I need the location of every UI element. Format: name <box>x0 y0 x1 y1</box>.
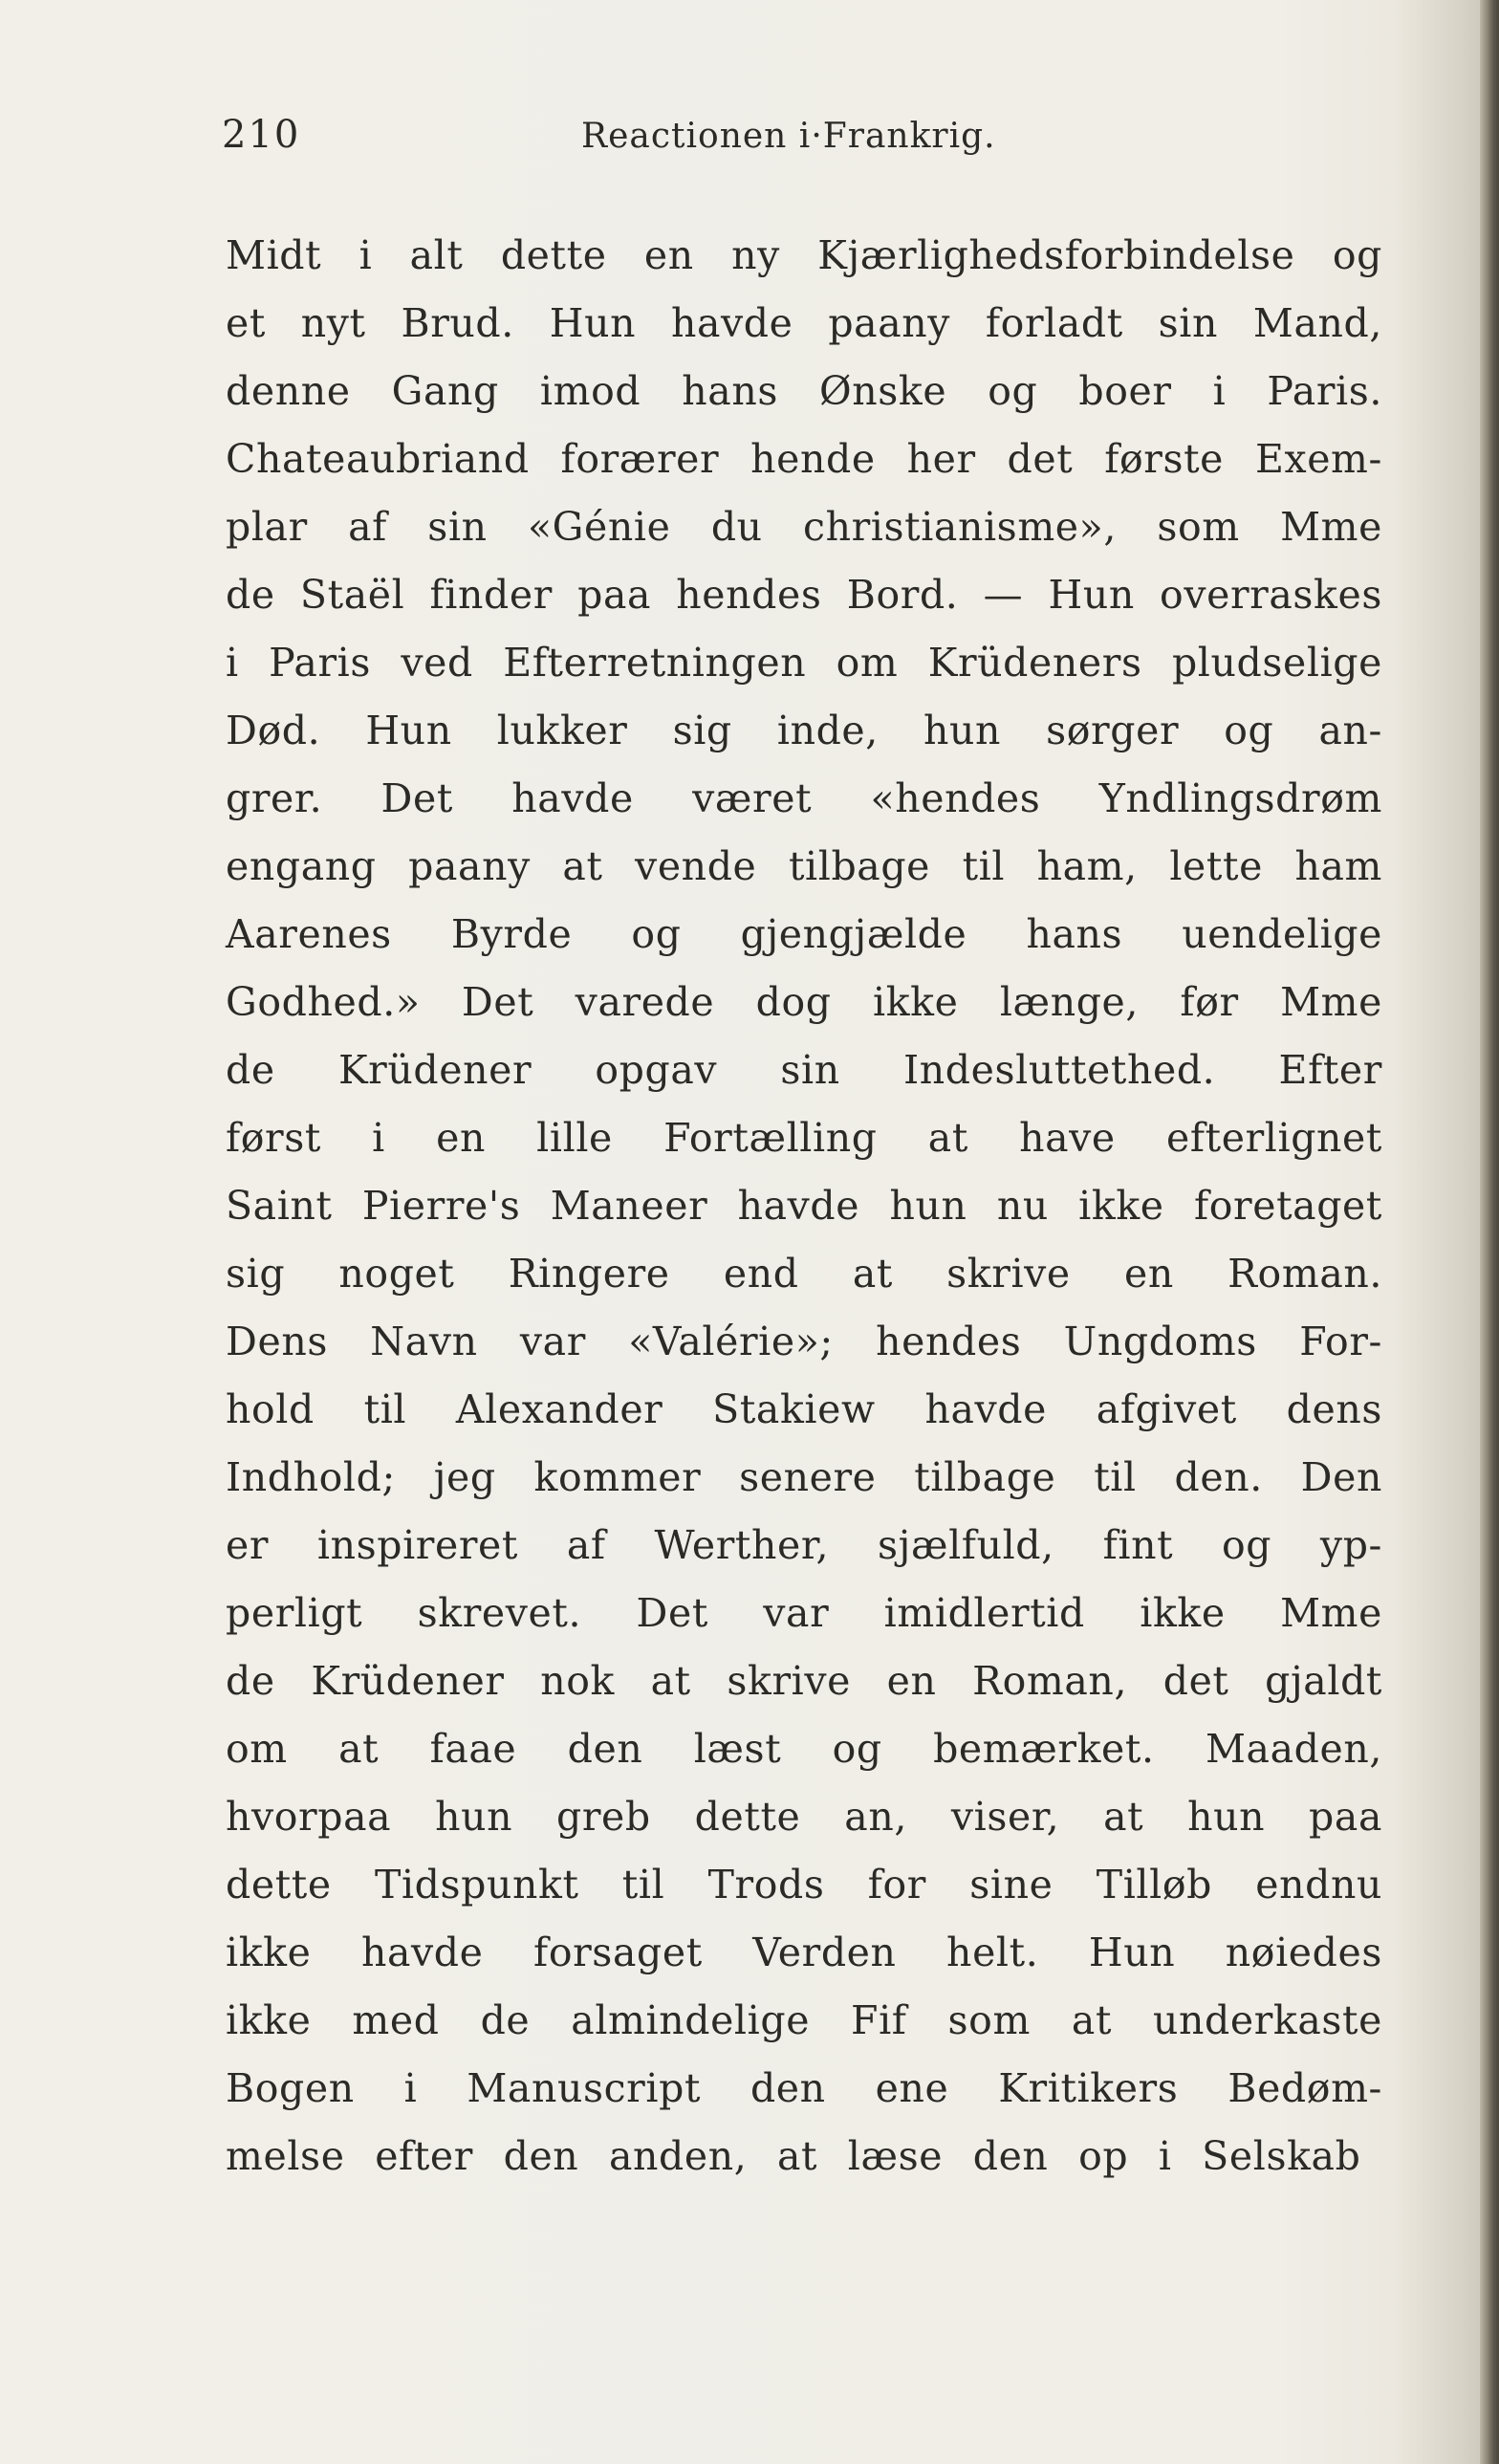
page-binding-edge <box>1480 0 1499 2464</box>
text-line: de Krüdener opgav sin Indesluttethed. Efter <box>226 1047 1382 1093</box>
text-line: dette Tidspunkt til Trods for sine Tilløb endnu <box>226 1862 1382 1908</box>
text-line: om at faae den læst og bemærket. Maaden, <box>226 1726 1382 1772</box>
text-line: engang paany at vende tilbage til ham, lette ham <box>226 843 1382 889</box>
page-number: 210 <box>222 113 301 157</box>
text-line: Chateaubriand forærer hende her det første Exem- <box>226 436 1382 482</box>
page-header <box>222 113 1380 170</box>
text-line: hold til Alexander Stakiew havde afgivet dens <box>226 1386 1382 1432</box>
text-line: Indhold; jeg kommer senere tilbage til den. Den <box>226 1454 1382 1500</box>
body-text <box>226 222 1382 2191</box>
text-line: de Krüdener nok at skrive en Roman, det gjaldt <box>226 1658 1382 1704</box>
text-line: perligt skrevet. Det var imidlertid ikke Mme <box>226 1590 1382 1636</box>
text-line: Død. Hun lukker sig inde, hun sørger og an- <box>226 708 1382 753</box>
text-line: plar af sin «Génie du christianisme», som Mme <box>226 504 1382 550</box>
text-line: grer. Det havde været «hendes Yndlingsdrøm <box>226 775 1382 821</box>
text-line: denne Gang imod hans Ønske og boer i Paris. <box>226 368 1382 414</box>
text-line: Aarenes Byrde og gjengjælde hans uendelige <box>226 911 1382 957</box>
text-line: de Staël finder paa hendes Bord. — Hun overraskes <box>226 572 1382 618</box>
text-line: ikke havde forsaget Verden helt. Hun nøiedes <box>226 1930 1382 1975</box>
text-line: ikke med de almindelige Fif som at underkaste <box>226 1997 1382 2043</box>
text-line: sig noget Ringere end at skrive en Roman. <box>226 1251 1382 1297</box>
text-line: først i en lille Fortælling at have efterlignet <box>226 1115 1382 1161</box>
text-line: i Paris ved Efterretningen om Krüdeners pludselige <box>226 640 1382 686</box>
text-line: et nyt Brud. Hun havde paany forladt sin Mand, <box>226 300 1382 346</box>
running-head: Reactionen i·Frankrig. <box>581 117 996 156</box>
text-line: Midt i alt dette en ny Kjærlighedsforbindelse og <box>226 232 1382 278</box>
text-line: Bogen i Manuscript den ene Kritikers Bedøm- <box>226 2065 1382 2111</box>
text-line: hvorpaa hun greb dette an, viser, at hun paa <box>226 1794 1382 1840</box>
text-line: Godhed.» Det varede dog ikke længe, før Mme <box>226 979 1382 1025</box>
text-line: er inspireret af Werther, sjælfuld, fint og yp- <box>226 1522 1382 1568</box>
text-line: melse efter den anden, at læse den op i Selskab <box>226 2133 1361 2179</box>
text-line: Dens Navn var «Valérie»; hendes Ungdoms For- <box>226 1319 1382 1364</box>
text-line: Saint Pierre's Maneer havde hun nu ikke foretaget <box>226 1183 1382 1229</box>
